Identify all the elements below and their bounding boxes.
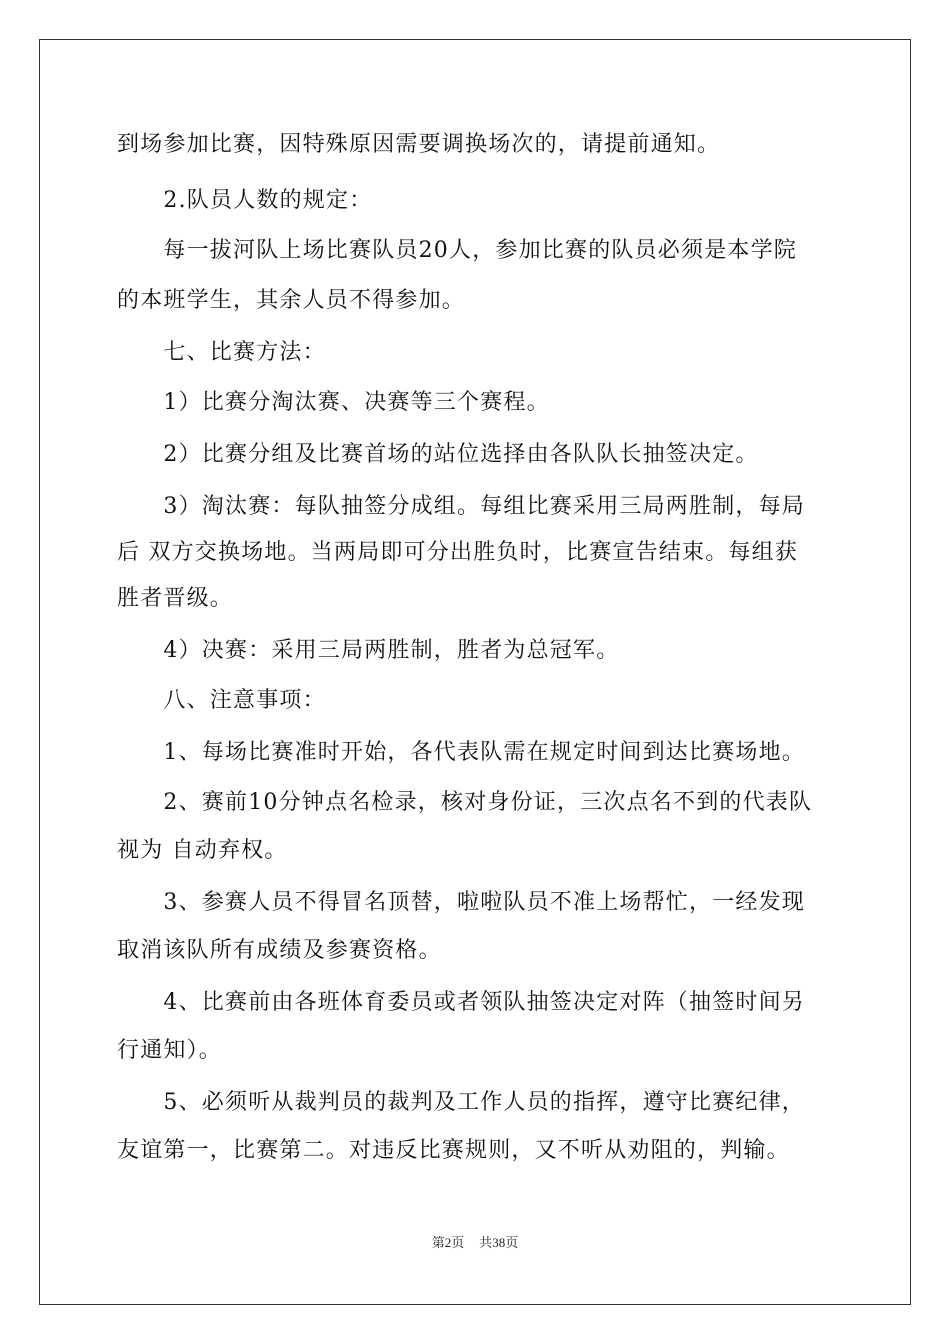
page-footer [0, 1232, 950, 1251]
paragraph-line: 后 双方交换场地。当两局即可分出胜负时，比赛宣告结束。每组获 [117, 540, 798, 565]
paragraph-line: 每一拔河队上场比赛队员20人，参加比赛的队员必须是本学院 [117, 238, 797, 263]
paragraph-line: 3）淘汰赛：每队抽签分成组。每组比赛采用三局两胜制，每局 [117, 494, 805, 519]
paragraph-line: 友谊第一，比赛第二。对违反比赛规则，又不听从劝阻的，判输。 [117, 1138, 790, 1163]
paragraph-line: 3、参赛人员不得冒名顶替，啦啦队员不准上场帮忙，一经发现 [117, 890, 805, 915]
paragraph-line: 4、比赛前由各班体育委员或者领队抽签决定对阵（抽签时间另 [117, 990, 805, 1015]
paragraph-line: 5、必须听从裁判员的裁判及工作人员的指挥，遵守比赛纪律， [117, 1090, 805, 1115]
section-heading: 八、注意事项： [117, 688, 326, 713]
paragraph-line: 到场参加比赛，因特殊原因需要调换场次的，请提前通知。 [117, 132, 721, 157]
paragraph-line: 1、每场比赛准时开始，各代表队需在规定时间到达比赛场地。 [117, 740, 805, 765]
paragraph-line: 4）决赛：采用三局两胜制，胜者为总冠军。 [117, 638, 620, 663]
page-number: 第2页 [431, 1235, 465, 1250]
paragraph-line: 2.队员人数的规定： [117, 188, 373, 213]
paragraph-line: 行通知）。 [117, 1038, 223, 1063]
paragraph-line: 的本班学生，其余人员不得参加。 [117, 288, 466, 313]
section-heading: 七、比赛方法： [117, 340, 326, 365]
paragraph-line: 视为 自动弃权。 [117, 838, 288, 863]
paragraph-line: 2、赛前10分钟点名检录，核对身份证，三次点名不到的代表队 [117, 790, 813, 815]
paragraph-line: 2）比赛分组及比赛首场的站位选择由各队队长抽签决定。 [117, 442, 759, 467]
paragraph-line: 1）比赛分淘汰赛、决赛等三个赛程。 [117, 390, 550, 415]
paragraph-line: 取消该队所有成绩及参赛资格。 [117, 938, 442, 963]
page-total: 共38页 [479, 1235, 519, 1250]
paragraph-line: 胜者晋级。 [117, 586, 234, 611]
